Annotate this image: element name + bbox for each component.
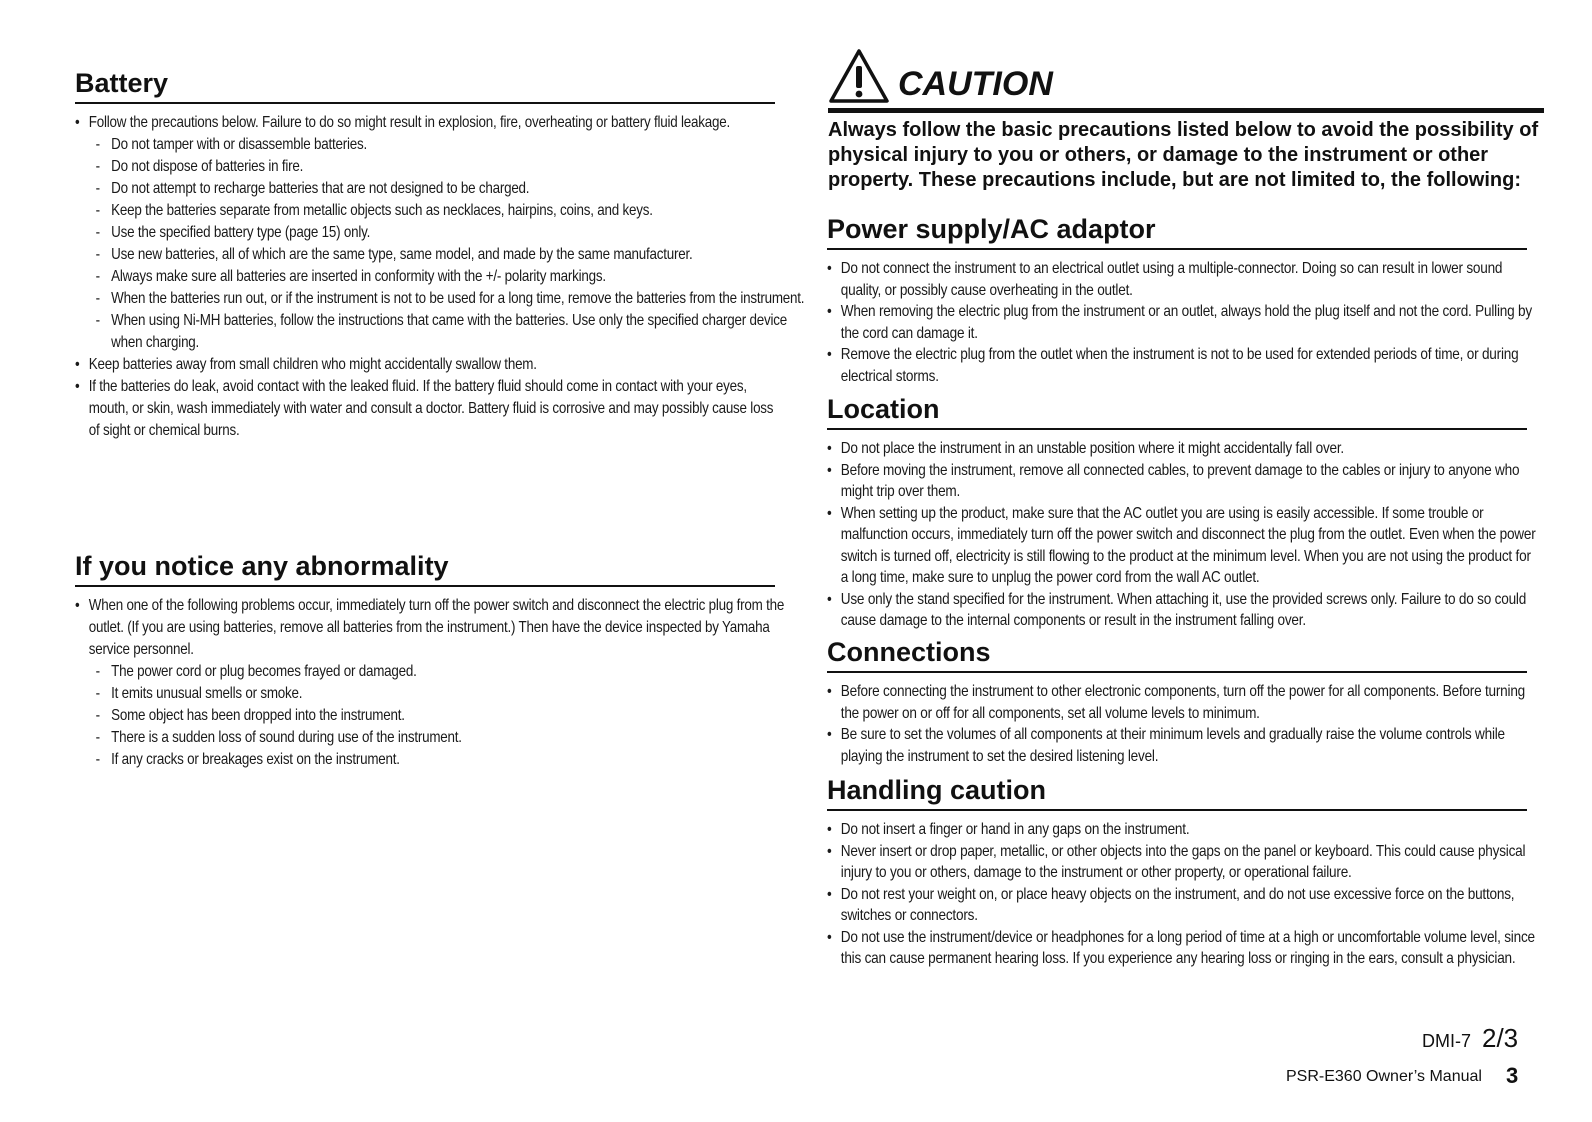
dash-item: - Do not tamper with or disassemble batteries. xyxy=(75,134,809,156)
bullet-item: • Do not rest your weight on, or place heavy objects on the instrument, and do not use excessive force on the buttons, switches or connectors. xyxy=(827,884,1539,927)
bullet-item: • Follow the precautions below. Failure to do so might result in explosion, fire, overheating or battery fluid leakage. xyxy=(75,112,787,134)
bullet-item: • When one of the following problems occur, immediately turn off the power switch and disconnect the electric plug from the outlet. (If you are using batteries, remove all batteries from the instrument.) Then have the device inspected by Yamaha service personnel. xyxy=(75,595,787,661)
handling-section xyxy=(827,775,1535,970)
abnormality-section xyxy=(75,551,785,771)
battery-heading: Battery xyxy=(75,68,775,104)
bullet-item: • Never insert or drop paper, metallic, or other objects into the gaps on the panel or keyboard. This could cause physical injury to you or others, damage to the instrument or other property, or operational failure. xyxy=(827,841,1539,884)
power-section xyxy=(827,214,1532,387)
manual-title: PSR-E360 Owner’s Manual xyxy=(1286,1068,1482,1085)
bullet-item: • Before connecting the instrument to other electronic components, turn off the power for all components. Before turning the power on or off for all components, set all volume levels to minimum. xyxy=(827,681,1539,724)
dash-item: - When using Ni-MH batteries, follow the instructions that came with the batteries. Use only the specified charger device when charging. xyxy=(75,310,809,354)
battery-section xyxy=(75,68,805,442)
dash-item: - Use the specified battery type (page 15) only. xyxy=(75,222,809,244)
document-code: DMI-7 xyxy=(1422,1031,1471,1051)
connections-section xyxy=(827,637,1527,767)
dash-item: - There is a sudden loss of sound during use of the instrument. xyxy=(75,727,809,749)
dash-item: - Do not attempt to recharge batteries that are not designed to be charged. xyxy=(75,178,809,200)
caution-title: CAUTION xyxy=(898,65,1053,103)
battery-list xyxy=(75,112,805,442)
dash-item: - Some object has been dropped into the instrument. xyxy=(75,705,809,727)
location-heading: Location xyxy=(827,394,1527,430)
connections-list xyxy=(827,681,1527,767)
dash-item: - It emits unusual smells or smoke. xyxy=(75,683,809,705)
dash-item: - The power cord or plug becomes frayed or damaged. xyxy=(75,661,809,683)
dash-item: - Keep the batteries separate from metallic objects such as necklaces, hairpins, coins, and keys. xyxy=(75,200,809,222)
bullet-item: • Do not insert a finger or hand in any gaps on the instrument. xyxy=(827,819,1539,841)
bullet-item: • Use only the stand specified for the instrument. When attaching it, use the provided screws only. Failure to do so could cause damage to the internal components or result in the instrument falling over. xyxy=(827,589,1539,632)
power-list xyxy=(827,258,1532,387)
location-list xyxy=(827,438,1536,632)
dash-item: - If any cracks or breakages exist on the instrument. xyxy=(75,749,809,771)
dash-item: - Do not dispose of batteries in fire. xyxy=(75,156,809,178)
handling-heading: Handling caution xyxy=(827,775,1527,811)
page-number: 3 xyxy=(1506,1063,1519,1088)
handling-list xyxy=(827,819,1535,970)
bullet-item: • When setting up the product, make sure that the AC outlet you are using is easily accessible. If some trouble or malfunction occurs, immediately turn off the power switch and disconnect the plug from the outlet. Even when the power switch is turned off, electricity is still flowing to the product at the minimum level. When you are not using the product for a long time, make sure to unplug the power cord from the wall AC outlet. xyxy=(827,503,1539,589)
power-heading: Power supply/AC adaptor xyxy=(827,214,1527,250)
bullet-item: • If the batteries do leak, avoid contact with the leaked fluid. If the battery fluid should come in contact with your eyes, mouth, or skin, wash immediately with water and consult a doctor. Battery fluid is corrosive and may possibly cause loss of sight or chemical burns. xyxy=(75,376,787,442)
dash-item: - Use new batteries, all of which are the same type, same model, and made by the same manufacturer. xyxy=(75,244,809,266)
caution-divider xyxy=(828,108,1544,113)
page-of-count: 2/3 xyxy=(1482,1023,1519,1053)
abnormality-heading: If you notice any abnormality xyxy=(75,551,775,587)
bullet-item: • Be sure to set the volumes of all components at their minimum levels and gradually raise the volume controls while playing the instrument to set the desired listening level. xyxy=(827,724,1539,767)
bullet-item: • Do not place the instrument in an unstable position where it might accidentally fall over. xyxy=(827,438,1539,460)
bullet-item: • Do not use the instrument/device or headphones for a long period of time at a high or uncomfortable volume level, since this can cause permanent hearing loss. If you experience any hearing loss or ringing in the ears, consult a physician. xyxy=(827,927,1539,970)
abnormality-list xyxy=(75,595,785,771)
connections-heading: Connections xyxy=(827,637,1527,673)
location-section xyxy=(827,394,1536,632)
warning-triangle-icon xyxy=(828,48,890,104)
caution-header xyxy=(828,48,1544,112)
dash-item: - When the batteries run out, or if the instrument is not to be used for a long time, remove the batteries from the instrument. xyxy=(75,288,809,310)
bullet-item: • Keep batteries away from small children who might accidentally swallow them. xyxy=(75,354,787,376)
bullet-item: • Do not connect the instrument to an electrical outlet using a multiple-connector. Doing so can result in lower sound quality, or possibly cause overheating in the outlet. xyxy=(827,258,1539,301)
bullet-item: • Before moving the instrument, remove all connected cables, to prevent damage to the cables or injury to anyone who might trip over them. xyxy=(827,460,1539,503)
dash-item: - Always make sure all batteries are inserted in conformity with the +/- polarity markings. xyxy=(75,266,809,288)
bullet-item: • Remove the electric plug from the outlet when the instrument is not to be used for extended periods of time, or during electrical storms. xyxy=(827,344,1539,387)
bullet-item: • When removing the electric plug from the instrument or an outlet, always hold the plug itself and not the cord. Pulling by the cord can damage it. xyxy=(827,301,1539,344)
caution-intro: Always follow the basic precautions listed below to avoid the possibility of physical injury to you or others, or damage to the instrument or other property. These precautions include, but are not limited to, the following: xyxy=(828,119,1539,191)
